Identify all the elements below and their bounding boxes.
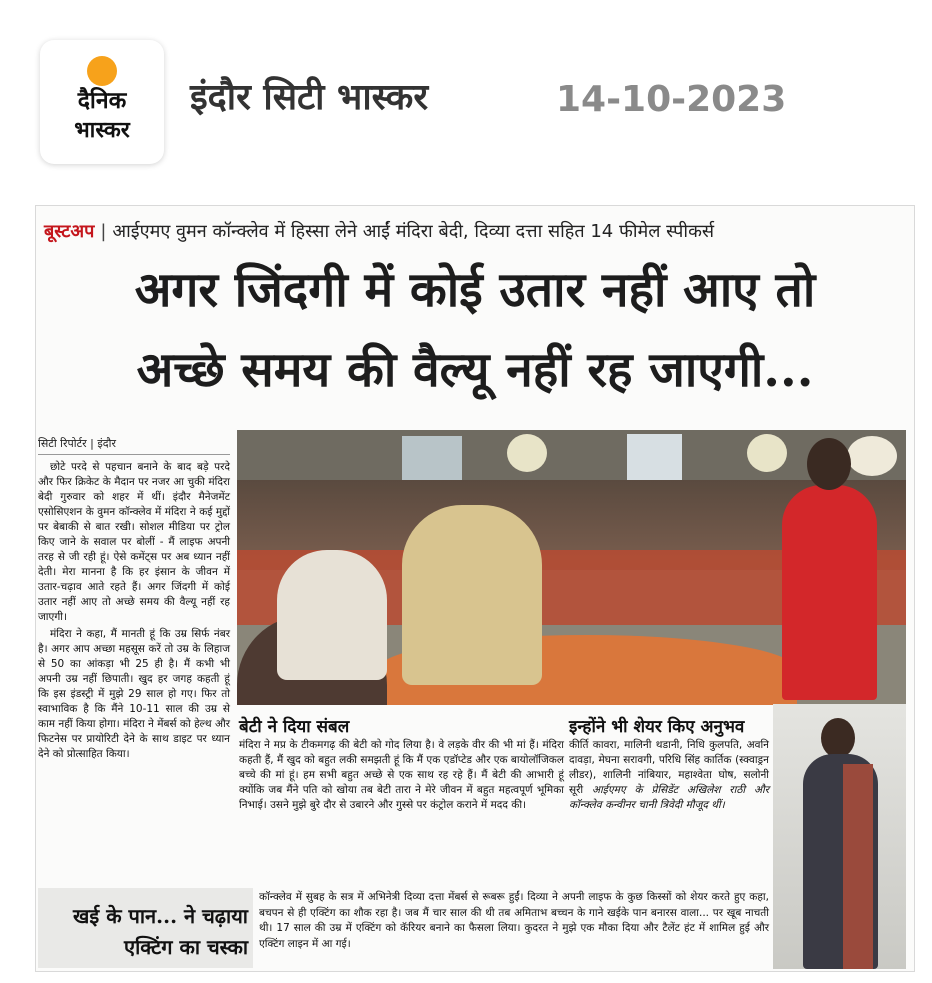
section-title-beti: बेटी ने दिया संबल [239, 717, 350, 737]
section-body-anubhav [569, 738, 769, 813]
photo-saree-border [843, 764, 873, 969]
photo-head [821, 718, 855, 758]
photo-flower-decor [507, 434, 547, 472]
headline-line-1: अगर जिंदगी में कोई उतार नहीं आए तो [134, 262, 816, 318]
divya-box-body: कॉन्क्लेव में सुबह के सत्र में अभिनेत्री दिव्या दत्ता मेंबर्स से रूबरू हुईं। दिव्या ने अपनी लाइफ के कुछ किस्सों को शेयर करते हुए कहा, बचपन से ही एक्टिंग का शौक रहा है। जब मैं चार साल की थी तब अमिताभ बच्चन के गाने खईके पान बनारस वाला... पर खूब नाचती थी। 17 साल की उम्र में एक्टिंग को कॅरियर बनाने का फैसला लिया। कुदरत ने मुझे एक मौका दिया और टैलेंट हंट में शामिल हुई और एक्टिंग लाइन में आ गई। [259, 891, 769, 950]
strapline: आईएमए वुमन कॉन्क्लेव में हिस्सा लेने आईं मंदिरा बेदी, दिव्या दत्ता सहित 14 फीमेल स्पीकर्स [112, 221, 715, 242]
byline: सिटी रिपोर्टर | इंदौर [38, 437, 116, 450]
headline-line-2: अच्छे समय की वैल्यू नहीं रह जाएगी... [136, 342, 814, 398]
kicker-separator: | [100, 221, 107, 242]
newspaper-clipping[interactable] [35, 205, 915, 972]
sun-icon [87, 56, 117, 86]
edition-date: 14-10-2023 [556, 79, 787, 120]
photo-woman-yellow [402, 505, 542, 685]
body-paragraph-2: मंदिरा ने कहा, मैं मानती हूं कि उम्र सिर्फ नंबर है। अगर आप अच्छा महसूस करें तो उम्र के लिहाज से 50 का आंकड़ा भी 25 ही है। मैं कभी भी अपनी उम्र नहीं छिपाती। खुद हर जगह कहती हूं कि इस इंडस्ट्री में मुझे 29 साल हो गए। फिर तो स्वाभाविक है कि मैंने 10-11 साल की उम्र से काम नहीं किया होगा। मंदिरा ने मेंबर्स को हेल्थ और फिटनेस पर प्रायोरिटी देने के साथ डाइट पर ध्यान देने को प्रोत्साहित किया। [38, 628, 230, 760]
box-title-line-2: एक्टिंग का चस्का [124, 935, 248, 959]
photo-woman-stripes [277, 550, 387, 680]
dainik-bhaskar-logo[interactable] [40, 40, 164, 164]
box-title-line-1: खई के पान... ने चढ़ाया [73, 904, 248, 928]
speaker-list: कीर्ति कावरा, मालिनी थडानी, निधि कुलपति, अवनि दावड़ा, मेघना सरावगी, परिधि सिंह कार्तिक (स्क्वाड्रन लीडर), शालिनी नांबियार, महाश्वेता घोष, सलोनी सूरी [569, 739, 769, 796]
section-body-beti: मंदिरा ने मप्र के टीकमगढ़ की बेटी को गोद लिया है। वे लड़के वीर की भी मां हैं। मंदिरा कहती हैं, मैं खुद को बहुत लकी समझती हूं कि मैं एक एडॉप्टेड और एक बायोलॉजिकल बच्चे की मां हूं। हम सभी बहुत अच्छे से एक साथ रह रहे हैं। मैं बेटी की आभारी हूं क्योंकि जब मैंने पति को खोया तब बेटी तारा ने मेरे जीवन में बहुत महत्वपूर्ण भूमिका निभाई। उसने मुझे बुरे दौर से उबारने और गुस्से पर कंट्रोल कराने में मदद की। [239, 739, 564, 811]
kicker-label: बूस्टअप [44, 221, 95, 242]
left-column [38, 460, 230, 764]
photo-presenter-head [807, 438, 851, 490]
edition-title: इंदौर सिटी भास्कर [190, 77, 429, 118]
photo-flower-decor [847, 436, 897, 476]
byline-divider [38, 454, 230, 455]
strapline-row [44, 219, 714, 243]
event-photo [237, 430, 906, 705]
logo-text-line1: दैनिक [77, 88, 127, 114]
app-header [0, 0, 932, 190]
body-paragraph-1: छोटे परदे से पहचान बनाने के बाद बड़े परदे और फिर क्रिकेट के मैदान पर नजर आ चुकी मंदिरा बेदी गुरुवार को शहर में थीं। इंदौर मैनेजमेंट एसोसिएशन के वुमन कॉन्क्लेव में मंदिरा ने कई मुद्दों पर बेबाकी से बात रखी। सोशल मीडिया पर ट्रोल किए जाने के सवाल पर बोलीं - मैं लाइफ अपनी तरह से जी रही हूं। ऐसे कमेंट्स पर अब ध्यान नहीं देती। मेरा मानना है कि हर इंसान के जीवन में उतार-चढ़ाव आते रहते हैं। अगर जिंदगी में कोई उतार नहीं आए तो अच्छे समय की वैल्यू नहीं रह जाएगी। [38, 461, 230, 623]
logo-text-line2: भास्कर [74, 118, 130, 143]
photo-flower-decor [747, 434, 787, 472]
attendance-note: आईएमए के प्रेसिडेंट अखिलेश राठी और कॉन्क्लेव कन्वीनर चानी त्रिवेदी मौजूद थीं। [569, 784, 769, 811]
section-title-anubhav: इन्होंने भी शेयर किए अनुभव [569, 717, 745, 737]
divya-dutta-photo [773, 704, 906, 969]
photo-back-window [402, 436, 462, 486]
photo-presenter-red [782, 485, 877, 700]
divya-box-title [38, 888, 253, 968]
